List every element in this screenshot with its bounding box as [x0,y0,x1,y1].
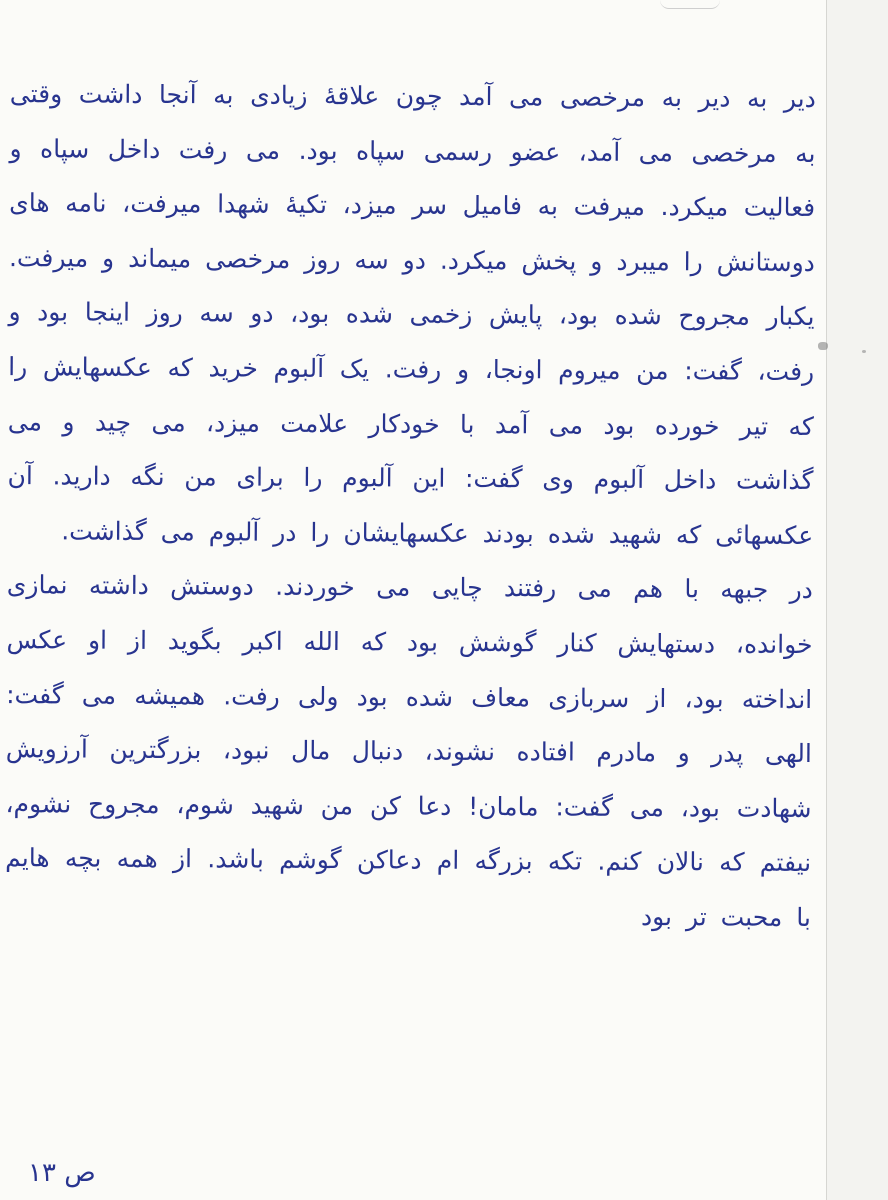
paper-fold-mark [660,0,720,9]
paragraph-2: یکبار مجروح شده بود، پایش زخمی شده بود، دو سه روز اینجا بود و رفت، گفت: من میروم اونجا، و رفت. یک آلبوم خرید که عکسهایش را که تیر خورده بود می آمد با خودکار علامت میزد، می چید و می گذاشت داخل آلبوم وی گفت: این آلبوم را برای من نگه دارید. آن عکسهائی که شهید شده بودند عکسهایشان را در آلبوم می گذاشت. [7,297,815,550]
paragraph-1: دیر به دیر به مرخصی می آمد چون علاقهٔ زیادی به آنجا داشت وقتی به مرخصی می آمد، عضو رسمی سپاه بود. می رفت داخل سپاه و فعالیت میکرد. میرفت به فامیل سر میزد، تکیهٔ شهدا میرفت، نامه های دوستانش را میبرد و پخش میکرد. دو سه روز مرخصی میماند و میرفت. [8,79,816,277]
page-number: ص ۱۳ [28,1158,96,1188]
paragraph-3: در جبهه با هم می رفتند چایی می خوردند. دوستش داشته نمازی خوانده، دستهایش کنار گوشش بود که الله اکبر بگوید از او عکس انداخته بود، از سربازی معاف شده بود ولی رفت. همیشه می گفت: الهی پدر و مادرم افتاده نشوند، دنبال مال نبود، بزرگترین آرزویش شهادت بود، می گفت: مامان! دعا کن من شهید شوم، مجروح نشوم، نیفتم که نالان کنم. تکه بزرگه ام دعاکن گوشم باشد. از همه بچه هایم با محبت تر بود [5,570,813,932]
scan-edge [826,0,888,1200]
scan-speck-small [862,350,866,353]
handwritten-text-body [5,67,816,945]
scan-speck [818,342,828,350]
